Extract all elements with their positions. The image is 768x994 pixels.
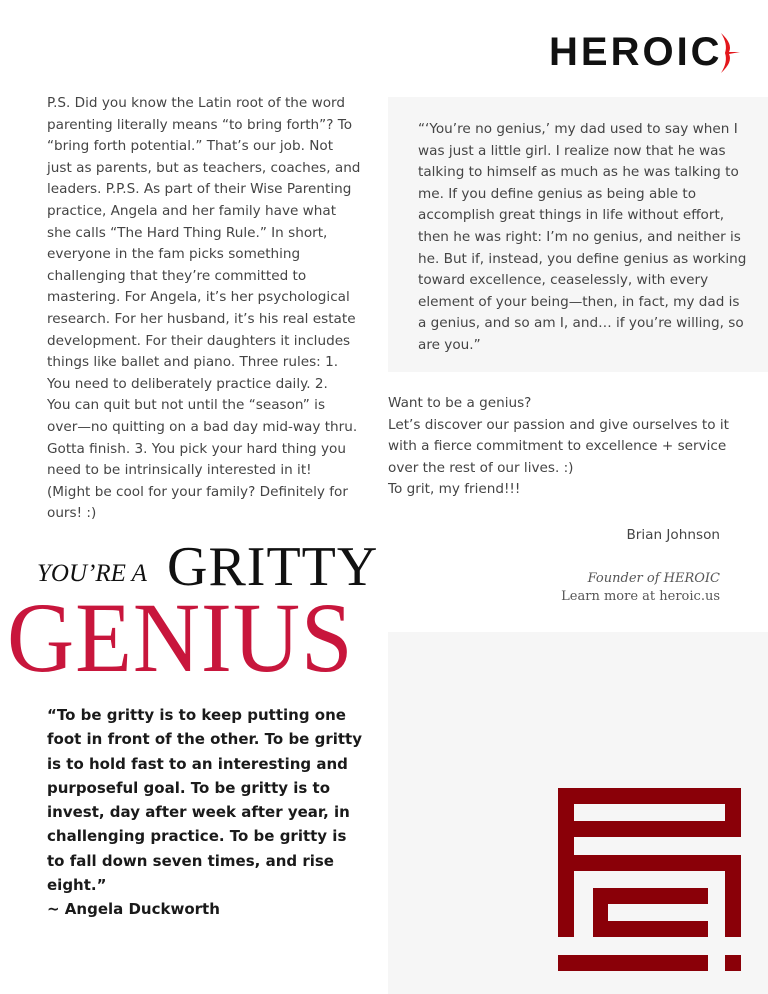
text-line: development. For their daughters it includes bbox=[47, 332, 351, 349]
text-line: You need to deliberately practice daily. 2. bbox=[47, 375, 328, 392]
text-line: (Might be cool for your family? Definitely for bbox=[47, 483, 348, 500]
text-line: to fall down seven times, and rise bbox=[47, 851, 334, 870]
text-line: leaders. P.P.S. As part of their Wise Parenting bbox=[47, 181, 352, 198]
text-line: purposeful goal. To be gritty is to bbox=[47, 778, 331, 797]
signature: Brian Johnson bbox=[626, 527, 720, 543]
text-line: foot in front of the other. To be gritty bbox=[47, 730, 362, 749]
text-line: eight.” bbox=[47, 876, 107, 895]
text-line: You can quit but not until the “season” is bbox=[47, 397, 326, 414]
text-line: invest, day after week after year, in bbox=[47, 803, 350, 822]
text-line: Want to be a genius? bbox=[388, 395, 532, 411]
text-line: things like ballet and piano. Three rules: 1. bbox=[47, 354, 339, 371]
heroic-arrow-icon bbox=[719, 32, 741, 74]
text-line: ~ Angela Duckworth bbox=[47, 900, 220, 919]
text-line: toward excellence, ceaselessly, with every bbox=[418, 272, 709, 289]
text-line: then he was right: I’m no genius, and neither is bbox=[418, 228, 741, 245]
text-line: P.S. Did you know the Latin root of the word bbox=[47, 95, 346, 111]
text-line: is to hold fast to an interesting and bbox=[47, 754, 348, 773]
closing-paragraph bbox=[388, 393, 729, 501]
text-line: mastering. For Angela, it’s her psychological bbox=[47, 289, 350, 306]
text-line: a genius, and so am I, and… if you’re willing, so bbox=[418, 315, 744, 332]
grit-quote bbox=[47, 703, 362, 922]
ps-paragraph bbox=[47, 93, 360, 525]
text-line: challenging practice. To be gritty is bbox=[47, 827, 347, 846]
text-line: ours! :) bbox=[47, 505, 97, 522]
text-line: was just a little girl. I realize now that he was bbox=[418, 142, 726, 159]
text-line: practice, Angela and her family have what bbox=[47, 202, 337, 219]
text-line: with a fierce commitment to excellence + service bbox=[388, 438, 727, 455]
genius-quote-panel bbox=[388, 97, 768, 372]
learn-more-link[interactable]: Learn more at heroic.us bbox=[561, 589, 720, 604]
headline-genius: GENIUS bbox=[7, 582, 354, 693]
text-line: talking to himself as much as he was talking to bbox=[418, 164, 739, 181]
logo-text: HEROIC bbox=[549, 30, 723, 74]
text-line: over—no quitting on a bad day mid-way thru. bbox=[47, 418, 358, 435]
text-line: need to be intrinsically interested in it! bbox=[47, 462, 312, 479]
text-line: “‘You’re no genius,’ my dad used to say when I bbox=[418, 121, 738, 137]
text-line: “To be gritty is to keep putting one bbox=[47, 706, 346, 724]
text-line: Let’s discover our passion and give ourselves to it bbox=[388, 416, 730, 433]
text-line: everyone in the fam picks something bbox=[47, 246, 301, 263]
text-line: over the rest of our lives. :) bbox=[388, 459, 574, 476]
text-line: just as parents, but as teachers, coaches, and bbox=[47, 159, 361, 176]
emblem-panel bbox=[388, 632, 768, 994]
genius-quote-text bbox=[418, 119, 746, 357]
text-line: To grit, my friend!!! bbox=[388, 481, 521, 498]
text-line: Gotta finish. 3. You pick your hard thing you bbox=[47, 440, 346, 457]
text-line: “bring forth potential.” That’s our job. Not bbox=[47, 138, 334, 155]
text-line: parenting literally means “to bring forth”? To bbox=[47, 116, 353, 133]
text-line: accomplish great things in life without effort, bbox=[418, 207, 725, 224]
text-line: she calls “The Hard Thing Rule.” In short, bbox=[47, 224, 328, 241]
text-line: are you.” bbox=[418, 336, 481, 353]
text-line: challenging that they’re committed to bbox=[47, 267, 307, 284]
text-line: research. For her husband, it’s his real estate bbox=[47, 310, 356, 327]
headline-gritty: GRITTY bbox=[167, 536, 379, 598]
text-line: me. If you define genius as being able to bbox=[418, 185, 697, 202]
founder-block bbox=[561, 570, 720, 606]
heroic-emblem-icon bbox=[550, 780, 750, 980]
text-line: element of your being—then, in fact, my dad is bbox=[418, 293, 740, 310]
text-line: he. But if, instead, you define genius as working bbox=[418, 250, 747, 267]
headline-prefix: YOU’RE A bbox=[37, 560, 147, 587]
heroic-logo bbox=[549, 30, 723, 74]
founder-title: Founder of HEROIC bbox=[587, 571, 720, 586]
